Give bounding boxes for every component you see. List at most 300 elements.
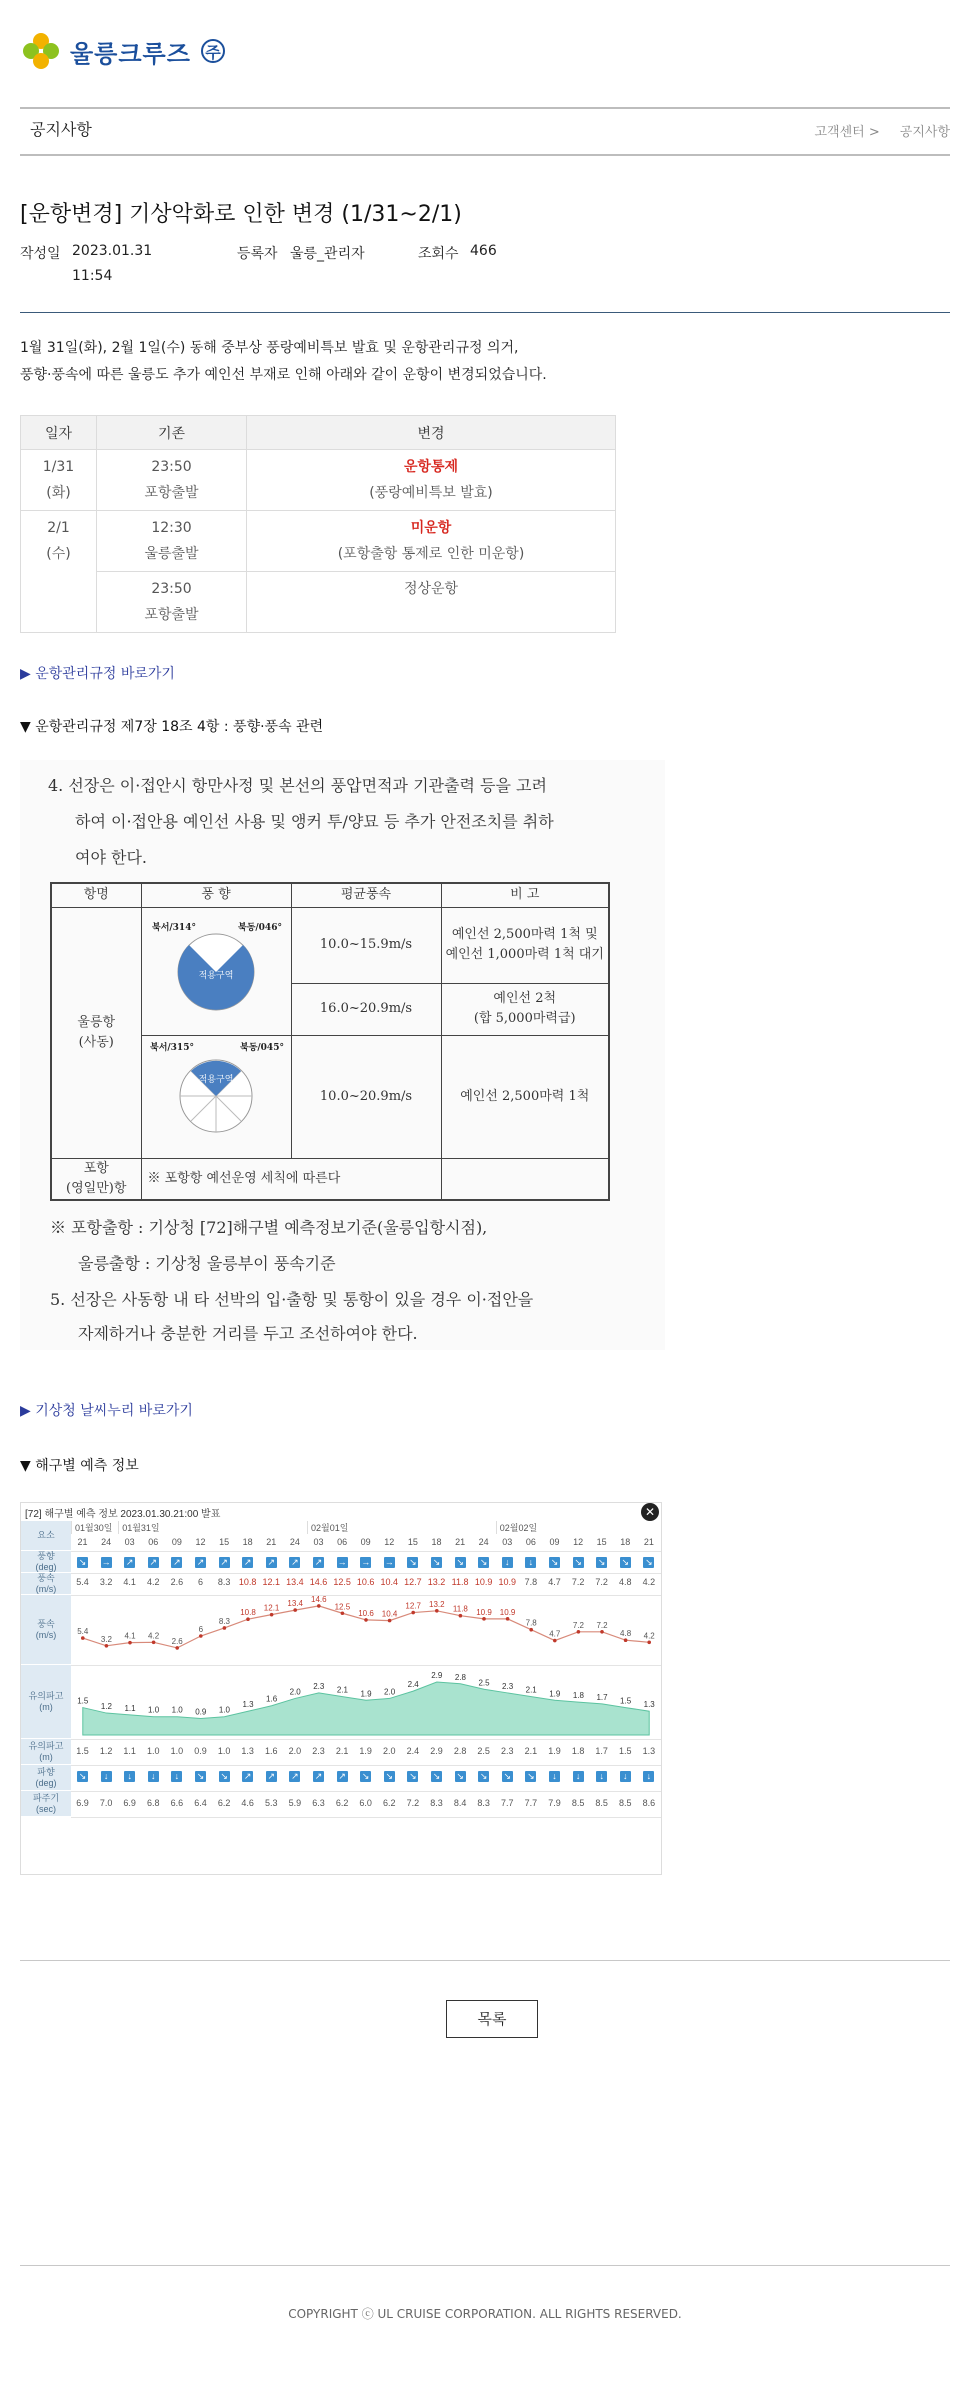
wind-speed-point <box>411 1611 415 1615</box>
hour-cell: 21 <box>455 1537 466 1547</box>
wind-speed-label: 14.6 <box>311 1595 327 1604</box>
wave-height-label: 2.0 <box>384 1687 396 1697</box>
row-change: 미운항 (포항출항 통제로 인한 미운항) <box>247 511 616 572</box>
body-line-1: 1월 31일(화), 2월 1일(수) 동해 중부상 풍랑예비특보 발효 및 운항관리규정 의거, <box>20 340 519 356</box>
wave-period-cell: 4.6 <box>241 1798 254 1808</box>
wave-height-cell: 1.9 <box>548 1746 561 1756</box>
wave-height-cell: 2.1 <box>335 1746 349 1756</box>
wind-speed-cell: 14.6 <box>309 1577 328 1587</box>
wind-speed-point <box>364 1618 368 1622</box>
wave-height-cell: 2.3 <box>501 1746 514 1756</box>
hour-cell: 24 <box>101 1537 112 1547</box>
wind-speed-label: 10.8 <box>240 1608 256 1618</box>
wave-period-cell: 6.9 <box>76 1798 89 1808</box>
wind-speed-point <box>270 1613 274 1617</box>
hour-cell: 24 <box>289 1537 300 1547</box>
status-badge: 미운항 <box>410 520 452 536</box>
meta-divider <box>20 312 950 313</box>
wave-height-cell: 1.1 <box>123 1746 136 1756</box>
hour-cell: 21 <box>643 1537 654 1547</box>
grid-line <box>71 1791 661 1792</box>
regulation-heading: ▼ 운항관리규정 제7장 18조 4항 : 풍향·풍속 관련 <box>20 719 324 735</box>
label-wave-chart: 유의파고 (m) <box>21 1665 71 1739</box>
wave-height-cell: 1.9 <box>359 1746 372 1756</box>
wave-period-cell: 6.0 <box>359 1798 372 1808</box>
wave-period-cell: 8.5 <box>571 1798 585 1808</box>
wind-direction-arrow-icon: → <box>101 1557 111 1567</box>
wave-period-cell: 6.2 <box>383 1798 396 1808</box>
svg-text:북서/314°: 북서/314° <box>152 922 196 933</box>
wind-speed-cell: 2.6 <box>170 1577 184 1587</box>
wave-direction-arrow-icon: ↓ <box>620 1771 631 1782</box>
wave-height-label: 2.3 <box>313 1681 325 1691</box>
wave-height-cell: 1.3 <box>642 1746 656 1756</box>
hour-cell: 06 <box>148 1537 159 1547</box>
wave-height-cell: 2.8 <box>453 1746 467 1756</box>
wave-height-cell: 1.7 <box>595 1746 608 1756</box>
wind-speed-point <box>81 1636 85 1640</box>
wave-period-cell: 8.4 <box>453 1798 467 1808</box>
wave-height-label: 1.5 <box>620 1696 632 1706</box>
svg-text:적용구역: 적용구역 <box>198 970 234 981</box>
hour-cell: 09 <box>549 1537 560 1547</box>
row-original: 12:30 울릉출발 <box>97 511 247 572</box>
wind-speed-point <box>317 1604 321 1608</box>
day-label: 02월01일 <box>307 1521 496 1534</box>
wave-height-cell: 1.3 <box>241 1746 254 1756</box>
wind-direction-arrow-icon: ↗ <box>149 1557 158 1567</box>
wind-speed-cell: 4.8 <box>619 1577 632 1587</box>
row-date: 2/1 (수) <box>21 511 97 633</box>
wave-height-label: 2.1 <box>525 1685 537 1695</box>
table-row <box>21 450 616 511</box>
wind-direction-arrow-icon: ↘ <box>78 1557 87 1567</box>
wind-speed-cell: 10.8 <box>238 1577 257 1587</box>
post-title: [운항변경] 기상악화로 인한 변경 (1/31~2/1) <box>20 202 462 227</box>
copyright: COPYRIGHT ⓒ UL CRUISE CORPORATION. ALL RIGHTS RESERVED. <box>288 2307 682 2321</box>
wave-height-label: 2.9 <box>431 1670 443 1680</box>
wind-speed-label: 10.6 <box>358 1608 374 1618</box>
table-header-row <box>21 416 616 450</box>
wave-height-label: 2.1 <box>336 1685 348 1695</box>
wind-speed-point <box>435 1609 439 1613</box>
wind-speed-point <box>128 1641 132 1645</box>
wind-speed-cell: 7.2 <box>595 1577 608 1587</box>
wind-speed-cell: 12.5 <box>333 1577 351 1587</box>
wind-speed-point <box>175 1646 179 1650</box>
wind-direction-arrow-icon: ↗ <box>267 1557 276 1567</box>
wind-speed-cell: 11.8 <box>451 1577 469 1587</box>
wind-speed-label: 11.8 <box>452 1604 468 1614</box>
date-value: 2023.01.31 <box>72 243 153 259</box>
wave-direction-arrow-icon: ↗ <box>243 1771 252 1781</box>
hour-cell: 12 <box>195 1537 206 1547</box>
wave-height-cell: 1.5 <box>76 1746 89 1756</box>
wave-period-cell: 8.3 <box>430 1798 443 1808</box>
wave-period-cell: 8.3 <box>477 1798 490 1808</box>
wind-speed-label: 4.7 <box>549 1629 561 1639</box>
wind-speed-point <box>388 1619 392 1623</box>
wind-speed-cell: 4.2 <box>642 1577 656 1587</box>
wave-direction-arrow-icon: ↓ <box>643 1771 654 1782</box>
wind-direction-arrow-icon: ↘ <box>574 1557 582 1567</box>
wind-speed-cell: 4.7 <box>548 1577 561 1587</box>
wave-height-cell: 2.0 <box>288 1746 302 1756</box>
day-label: 01월30일 <box>71 1521 118 1534</box>
wave-height-cell: 1.0 <box>147 1746 160 1756</box>
label-wave-height: 유의파고 (m) <box>21 1739 71 1765</box>
label-wind-chart: 풍속 (m/s) <box>21 1595 71 1665</box>
wave-height-label: 1.9 <box>549 1689 561 1699</box>
wind-rose-b-icon <box>146 1036 286 1151</box>
wave-period-cell: 7.7 <box>501 1798 514 1808</box>
wind-speed-cell: 3.2 <box>99 1577 113 1587</box>
wave-height-cell: 1.0 <box>170 1746 184 1756</box>
date-label: 작성일 <box>20 246 61 262</box>
wave-direction-arrow-icon: ↗ <box>267 1771 276 1781</box>
wind-direction-arrow-icon: → <box>384 1557 394 1567</box>
triangle-right-icon: ▶ <box>20 666 31 682</box>
wind-speed-cell: 5.4 <box>76 1577 89 1587</box>
wave-direction-arrow-icon: ↗ <box>338 1771 346 1781</box>
board-title: 공지사항 <box>30 120 92 139</box>
table-row <box>21 511 616 572</box>
brand-logo[interactable] <box>20 30 225 72</box>
hour-cell: 18 <box>620 1537 631 1547</box>
wave-height-label: 2.0 <box>289 1687 301 1697</box>
svg-text:북서/315°: 북서/315° <box>150 1042 194 1053</box>
wind-speed-label: 4.2 <box>643 1631 655 1641</box>
wave-height-label: 1.7 <box>596 1692 608 1702</box>
wave-height-label: 2.8 <box>454 1672 466 1682</box>
wave-period-cell: 6.3 <box>312 1798 325 1808</box>
wave-direction-arrow-icon: ↘ <box>527 1771 535 1781</box>
wind-speed-point <box>246 1617 250 1621</box>
wind-speed-cell: 10.9 <box>498 1577 517 1587</box>
post-body <box>20 335 547 389</box>
wind-speed-point <box>647 1641 651 1645</box>
wave-period-cell: 6.8 <box>147 1798 160 1808</box>
hour-cell: 15 <box>407 1537 418 1547</box>
wave-period-cell: 6.9 <box>123 1798 136 1808</box>
wind-speed-cell: 13.4 <box>286 1577 304 1587</box>
time-value: 11:54 <box>72 268 113 284</box>
wave-height-cell: 2.9 <box>430 1746 443 1756</box>
wave-height-label: 1.1 <box>124 1703 136 1713</box>
wave-period-cell: 8.5 <box>619 1798 632 1808</box>
wind-speed-point <box>624 1638 628 1642</box>
wave-height-label: 1.8 <box>572 1691 584 1701</box>
wave-direction-arrow-icon: ↘ <box>361 1771 370 1781</box>
wind-speed-cell: 13.2 <box>427 1577 446 1587</box>
wind-speed-cell: 6 <box>197 1577 203 1587</box>
wave-period-cell: 5.9 <box>288 1798 302 1808</box>
breadcrumb-notice[interactable]: 공지사항 <box>899 125 950 140</box>
wind-direction-arrow-icon: ↗ <box>196 1557 205 1567</box>
wind-direction-arrow-icon: ↗ <box>314 1557 323 1567</box>
hour-cell: 21 <box>77 1537 88 1547</box>
wave-direction-arrow-icon: ↘ <box>220 1771 228 1781</box>
wind-direction-arrow-icon: ↘ <box>550 1557 559 1567</box>
wave-period-cell: 7.7 <box>524 1798 538 1808</box>
wave-direction-arrow-icon: ↓ <box>596 1771 607 1782</box>
wind-speed-cell: 8.3 <box>217 1577 231 1587</box>
hour-cell: 03 <box>313 1537 324 1547</box>
wave-period-cell: 7.2 <box>406 1798 420 1808</box>
wind-speed-point <box>577 1630 581 1634</box>
day-label: 02월02일 <box>496 1521 661 1534</box>
wind-speed-label: 13.2 <box>429 1599 445 1609</box>
wind-speed-point <box>506 1617 510 1621</box>
wave-height-label: 1.2 <box>100 1702 112 1712</box>
wind-direction-arrow-icon: ↗ <box>220 1557 228 1567</box>
wind-speed-cell: 10.4 <box>380 1577 399 1587</box>
header-divider-bottom <box>20 154 950 156</box>
wave-height-cell: 1.8 <box>571 1746 585 1756</box>
label-wave-dir: 파향 (deg) <box>21 1765 71 1791</box>
author-label: 등록자 <box>237 246 278 262</box>
wave-direction-arrow-icon: ↘ <box>432 1771 441 1781</box>
wave-period-cell: 6.2 <box>335 1798 349 1808</box>
hour-cell: 09 <box>360 1537 371 1547</box>
triangle-right-icon: ▶ <box>20 1403 31 1419</box>
wind-direction-arrow-icon: ↘ <box>597 1557 606 1567</box>
views-label: 조회수 <box>418 246 459 262</box>
wave-period-cell: 7.9 <box>548 1798 561 1808</box>
hour-cell: 24 <box>478 1537 489 1547</box>
header-divider-top <box>20 107 950 109</box>
status-badge: 운항통제 <box>403 459 459 475</box>
row-original: 23:50 포항출발 <box>97 572 247 633</box>
wind-speed-point <box>199 1634 203 1638</box>
wave-period-cell: 6.6 <box>170 1798 184 1808</box>
svg-text:북동/046°: 북동/046° <box>238 922 282 933</box>
hour-cell: 06 <box>337 1537 348 1547</box>
wave-height-cell: 2.4 <box>406 1746 420 1756</box>
wind-direction-arrow-icon: ↓ <box>525 1557 536 1568</box>
label-wind-dir: 풍향 (deg) <box>21 1551 71 1573</box>
wind-speed-label: 7.2 <box>572 1620 584 1630</box>
wave-direction-arrow-icon: ↘ <box>456 1771 464 1781</box>
footer-divider <box>20 2265 950 2266</box>
wind-speed-label: 10.9 <box>499 1607 516 1617</box>
wave-direction-arrow-icon: ↓ <box>124 1771 135 1782</box>
wave-height-label: 1.3 <box>242 1700 254 1710</box>
wave-direction-arrow-icon: ↗ <box>291 1771 299 1781</box>
wind-speed-cell: 10.6 <box>356 1577 375 1587</box>
wind-direction-arrow-icon: ↘ <box>409 1557 417 1567</box>
header-original: 기존 <box>97 416 247 450</box>
header-date: 일자 <box>21 416 97 450</box>
wave-height-cell: 2.3 <box>312 1746 325 1756</box>
wind-speed-label: 5.4 <box>77 1627 89 1637</box>
wind-speed-point <box>293 1608 297 1612</box>
wave-height-label: 0.9 <box>195 1707 207 1717</box>
hour-cell: 18 <box>431 1537 442 1547</box>
hour-cell: 18 <box>242 1537 253 1547</box>
wave-direction-arrow-icon: ↘ <box>385 1771 394 1781</box>
svg-text:적용구역: 적용구역 <box>198 1074 234 1085</box>
wave-height-label: 1.9 <box>360 1689 372 1699</box>
brand-name: 울릉크루즈 <box>70 39 191 68</box>
regulation-image: 4. 선장은 이·접안시 항만사정 및 본선의 풍압면적과 기관출력 등을 고려 하여 이·접안용 예인선 사용 및 앵커 투/양묘 등 추가 안전조치를 취하 여야 한다. 항명 풍 향 평균풍속 비 고 울릉항 (사동) 적용구역 북서/314° 북동/046° 10.0~15.9m/s 예인선 2,500마력 1척 및 예인선 1,000마력 1척 대기 16.0~20.9m/s 예인선 2척 (합 5,000마력급) 적용구역 북서/315° 북동/045° 10.0~20.9m/s 예인선 2,500마력 1척 포항 (영일만)항 ※ 포항항 예선운영 세칙에 따른다 ※ 포항출항 : 기상청 [72]해구별 예측정보기준(울릉입항시점), 울릉출항 : 기상청 울릉부이 풍속기준 5. 선장은 사동항 내 타 선박의 입·출항 및 통항이 있을 경우 이·접안을 자제하거나 충분한 거리를 두고 조선하여야 한다. <box>20 760 665 1350</box>
wave-height-cell: 1.0 <box>217 1746 231 1756</box>
wind-speed-label: 12.5 <box>334 1602 351 1612</box>
wave-period-cell: 6.2 <box>217 1798 231 1808</box>
wave-direction-arrow-icon: ↘ <box>196 1771 205 1781</box>
wind-speed-cell: 7.2 <box>571 1577 585 1587</box>
wave-height-cell: 1.2 <box>99 1746 113 1756</box>
wind-speed-label: 4.1 <box>124 1631 136 1641</box>
hour-cell: 06 <box>525 1537 536 1547</box>
wind-direction-arrow-icon: ↘ <box>479 1557 488 1567</box>
wave-height-cell: 1.6 <box>265 1746 278 1756</box>
wind-speed-label: 12.1 <box>263 1603 280 1613</box>
wind-direction-arrow-icon: ↗ <box>173 1557 181 1567</box>
list-button[interactable]: 목록 <box>446 2000 538 2038</box>
wave-period-cell: 7.0 <box>99 1798 113 1808</box>
wave-height-label: 1.0 <box>171 1705 183 1715</box>
regulation-link[interactable]: ▶ 운항관리규정 바로가기 <box>20 666 175 682</box>
wind-direction-arrow-icon: ↗ <box>243 1557 252 1567</box>
wind-speed-cell: 4.2 <box>147 1577 160 1587</box>
author-value: 울릉_관리자 <box>290 246 365 262</box>
wave-direction-arrow-icon: ↘ <box>503 1771 512 1781</box>
wave-height-cell: 0.9 <box>194 1746 207 1756</box>
wind-speed-label: 4.8 <box>620 1629 632 1639</box>
wave-direction-arrow-icon: ↓ <box>549 1771 560 1782</box>
hour-cell: 03 <box>124 1537 135 1547</box>
wave-direction-arrow-icon: ↗ <box>314 1771 323 1781</box>
wave-direction-arrow-icon: ↓ <box>573 1771 584 1782</box>
hour-cell: 15 <box>219 1537 230 1547</box>
breadcrumb <box>815 121 951 140</box>
wind-direction-arrow-icon: ↘ <box>621 1557 630 1567</box>
hour-cell: 09 <box>171 1537 182 1547</box>
forecast-panel <box>20 1502 662 1875</box>
wind-direction-arrow-icon: ↗ <box>291 1557 299 1567</box>
wind-speed-cell: 12.7 <box>404 1577 422 1587</box>
wind-speed-label: 8.3 <box>218 1616 230 1626</box>
wave-height-label: 1.3 <box>643 1700 655 1710</box>
hour-cell: 12 <box>384 1537 395 1547</box>
status-text: 정상운항 <box>403 581 459 597</box>
wind-speed-label: 13.4 <box>287 1599 303 1609</box>
wind-speed-point <box>152 1641 156 1645</box>
clover-logo-icon <box>20 30 62 72</box>
wind-speed-label: 10.9 <box>476 1607 492 1617</box>
grid-line <box>71 1817 661 1818</box>
wind-speed-label: 6 <box>198 1625 204 1634</box>
wind-speed-point <box>341 1611 345 1615</box>
label-time: 요소 <box>21 1521 71 1551</box>
wind-speed-point <box>223 1626 227 1630</box>
grid-line <box>71 1765 661 1766</box>
wave-period-cell: 5.3 <box>265 1798 278 1808</box>
forecast-heading: ▼ 해구별 예측 정보 <box>20 1458 139 1474</box>
wind-direction-arrow-icon: ↗ <box>125 1557 134 1567</box>
wind-speed-cell: 4.1 <box>123 1577 136 1587</box>
hour-cell: 12 <box>573 1537 584 1547</box>
wind-speed-point <box>482 1617 486 1621</box>
wave-height-label: 2.4 <box>407 1680 419 1690</box>
wave-direction-arrow-icon: ↓ <box>148 1771 159 1782</box>
breadcrumb-customer-center[interactable]: 고객센터 > <box>814 125 880 140</box>
forecast-charts <box>71 1595 661 1739</box>
wave-direction-arrow-icon: ↓ <box>101 1771 112 1782</box>
wave-direction-arrow-icon: ↘ <box>479 1771 488 1781</box>
wind-speed-cell: 7.8 <box>524 1577 538 1587</box>
content-divider <box>20 1960 950 1961</box>
wave-height-cell: 2.1 <box>524 1746 538 1756</box>
wind-speed-point <box>529 1628 533 1632</box>
wind-direction-arrow-icon: ↘ <box>645 1557 653 1567</box>
wind-speed-label: 3.2 <box>100 1634 112 1644</box>
wind-speed-cell: 12.1 <box>262 1577 281 1587</box>
wind-speed-label: 7.8 <box>525 1618 537 1628</box>
day-label: 01월31일 <box>118 1521 307 1534</box>
row-original: 23:50 포항출발 <box>97 450 247 511</box>
wave-height-cell: 1.5 <box>619 1746 632 1756</box>
wave-period-cell: 6.4 <box>194 1798 207 1808</box>
forecast-title: [72] 해구별 예측 정보 2023.01.30.21:00 발표 <box>25 1509 221 1520</box>
wind-direction-arrow-icon: ↓ <box>502 1557 513 1568</box>
wave-direction-arrow-icon: ↓ <box>171 1771 182 1782</box>
row-change <box>247 572 616 633</box>
wind-speed-label: 4.2 <box>148 1631 160 1641</box>
wind-direction-arrow-icon: → <box>361 1557 371 1567</box>
row-change: 운항통제 (풍랑예비특보 발효) <box>247 450 616 511</box>
grid-line <box>71 1739 661 1740</box>
wave-height-cell: 2.5 <box>477 1746 490 1756</box>
wind-speed-point <box>553 1639 557 1643</box>
wave-height-cell: 2.0 <box>383 1746 396 1756</box>
wind-direction-arrow-icon: → <box>337 1557 347 1567</box>
hour-cell: 15 <box>596 1537 607 1547</box>
label-wave-period: 파주기 (sec) <box>21 1791 71 1817</box>
wave-height-label: 2.3 <box>502 1681 514 1691</box>
wind-direction-arrow-icon: ↘ <box>456 1557 464 1567</box>
wind-rose-a-icon <box>146 908 286 1028</box>
views-value: 466 <box>470 243 497 259</box>
wind-speed-label: 7.2 <box>596 1620 608 1630</box>
wave-period-cell: 8.5 <box>595 1798 608 1808</box>
wind-speed-label: 10.4 <box>381 1609 398 1619</box>
wind-direction-arrow-icon: ↘ <box>432 1557 441 1567</box>
header-change: 변경 <box>247 416 616 450</box>
svg-text:북동/045°: 북동/045° <box>240 1042 284 1053</box>
wind-regulation-table: 항명 풍 향 평균풍속 비 고 울릉항 (사동) 적용구역 북서/314° 북동/046° 10.0~15.9m/s 예인선 2,500마력 1척 및 예인선 1,000마력 1척 대기 16.0~20.9m/s 예인선 2척 (합 5,000마력급) 적용구역 북서/315° 북동/045° 10.0~20.9m/s 예인선 2,500마력 1척 포항 (영일만)항 ※ 포항항 예선운영 세칙에 따른다 <box>50 882 610 1201</box>
wave-direction-arrow-icon: ↘ <box>78 1771 87 1781</box>
table-row <box>21 572 616 633</box>
wind-speed-point <box>459 1614 463 1618</box>
wind-speed-point <box>600 1630 604 1634</box>
wave-direction-arrow-icon: ↘ <box>409 1771 417 1781</box>
grid-line <box>71 1551 661 1552</box>
wave-height-label: 1.6 <box>266 1694 278 1704</box>
wave-height-label: 1.0 <box>218 1705 230 1715</box>
wave-period-cell: 8.6 <box>642 1798 656 1808</box>
weather-link[interactable]: ▶ 기상청 날씨누리 바로가기 <box>20 1403 193 1419</box>
wave-height-label: 1.0 <box>148 1705 160 1715</box>
close-icon[interactable]: ✕ <box>641 1503 659 1521</box>
schedule-table <box>20 415 616 633</box>
wind-speed-label: 2.6 <box>171 1636 183 1646</box>
wave-height-label: 2.5 <box>478 1678 490 1688</box>
wind-speed-label: 12.7 <box>405 1601 421 1611</box>
wind-speed-cell: 10.9 <box>474 1577 493 1587</box>
wave-height-label: 1.5 <box>77 1696 89 1706</box>
